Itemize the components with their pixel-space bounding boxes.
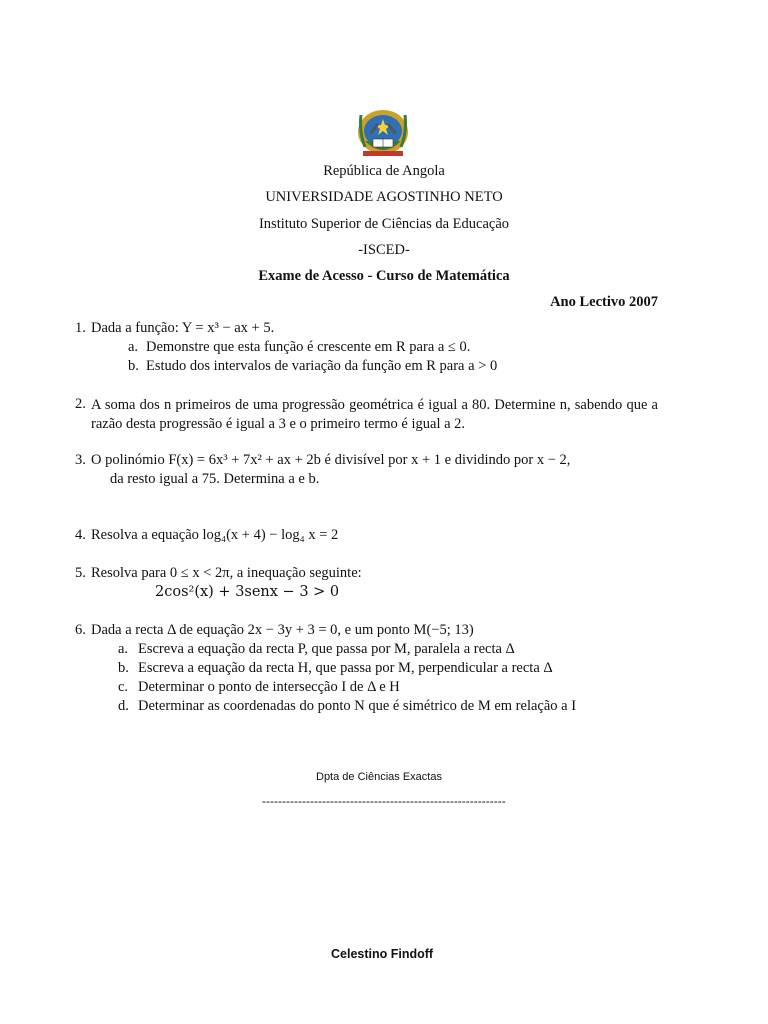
exam-title: Exame de Acesso - Curso de Matemática: [258, 268, 510, 284]
sub-item-text: Estudo dos intervalos de variação da função em R para a > 0: [146, 358, 498, 374]
country-name: República de Angola: [323, 163, 445, 179]
sub-item-letter: a.: [128, 339, 139, 355]
sub-item-letter: c.: [118, 679, 129, 695]
question-text: Dada a função: Y = x³ − ax + 5.: [91, 320, 275, 336]
sub-item-text: Escreva a equação da recta P, que passa por M, paralela a recta Δ: [138, 641, 515, 657]
separator-line: -------------------------------------------------------------: [262, 794, 506, 808]
coat-of-arms-icon: [355, 107, 411, 159]
sub-item-text: Demonstre que esta função é crescente em R para a ≤ 0.: [146, 339, 471, 355]
question-text: O polinómio F(x) = 6x³ + 7x² + ax + 2b é divisível por x + 1 e dividindo por x − 2,: [91, 452, 571, 468]
department-label: Dpta de Ciências Exactas: [316, 771, 442, 783]
sub-item-text: Determinar as coordenadas do ponto N que é simétrico de M em relação a I: [138, 698, 577, 714]
sub-item-text: Determinar o ponto de intersecção I de Δ e H: [138, 679, 400, 695]
question-text-continuation: da resto igual a 75. Determina a e b.: [110, 471, 320, 487]
sub-item-letter: d.: [118, 698, 129, 714]
question-number: 6.: [75, 622, 86, 638]
institute-acronym: -ISCED-: [358, 242, 410, 258]
question-number: 3.: [75, 452, 86, 468]
question-text: Resolva para 0 ≤ x < 2π, a inequação seguinte:: [91, 565, 362, 581]
author-name: Celestino Findoff: [331, 947, 434, 961]
question-number: 5.: [75, 565, 86, 581]
sub-item-text: Escreva a equação da recta H, que passa por M, perpendicular a recta Δ: [138, 660, 553, 676]
academic-year: Ano Lectivo 2007: [550, 294, 658, 310]
sub-item-letter: b.: [118, 660, 129, 676]
question-number: 2.: [75, 396, 86, 412]
institute-name: Instituto Superior de Ciências da Educação: [258, 216, 510, 232]
question-text: A soma dos n primeiros de uma progressão geométrica é igual a 80. Determine n, sabendo que a razão desta progressão é igual a 3 e o primeiro termo é igual a 2.: [91, 397, 658, 432]
question-number: 4.: [75, 527, 86, 543]
university-name: UNIVERSIDADE AGOSTINHO NETO: [265, 189, 503, 205]
question-text: Dada a recta Δ de equação 2x − 3y + 3 = 0, e um ponto M(−5; 13): [91, 622, 474, 638]
question-number: 1.: [75, 320, 86, 336]
sub-item-letter: b.: [128, 358, 139, 374]
inequation-formula: 2cos²(x) + 3senx − 3 > 0: [155, 584, 340, 600]
question-text: Resolva a equação log₄(x + 4) − log₄ x = 2: [91, 527, 339, 543]
sub-item-letter: a.: [118, 641, 129, 657]
